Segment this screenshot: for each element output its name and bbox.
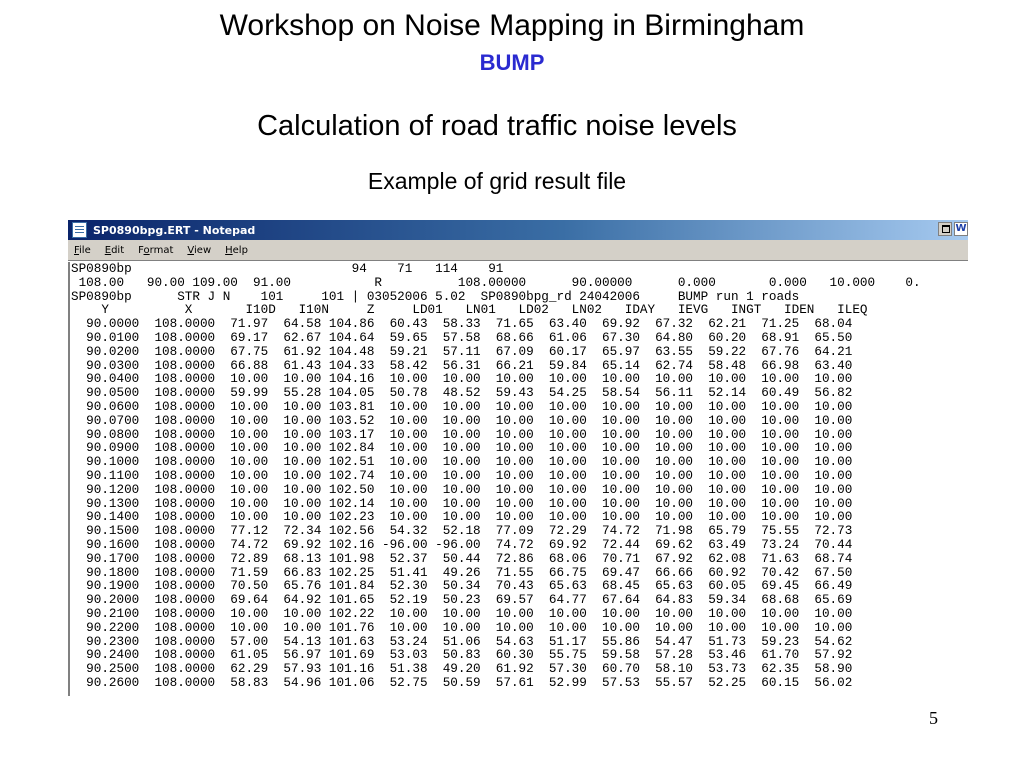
text-line: 90.1300 108.0000 10.00 10.00 102.14 10.00 10.00 10.00 10.00 10.00 10.00 10.00 10.00 10.00 [71, 495, 853, 511]
restore-icon[interactable] [938, 222, 952, 236]
text-line: 90.1200 108.0000 10.00 10.00 102.50 10.00 10.00 10.00 10.00 10.00 10.00 10.00 10.00 10.00 [71, 481, 853, 497]
menu-item-mnemonic: V [187, 244, 195, 256]
text-line: 90.1400 108.0000 10.00 10.00 102.23 10.00 10.00 10.00 10.00 10.00 10.00 10.00 10.00 10.00 [71, 509, 853, 525]
text-line: 90.1500 108.0000 77.12 72.34 102.56 54.32 52.18 77.09 72.29 74.72 71.98 65.79 75.55 72.73 [71, 523, 853, 539]
window-titlebar[interactable] [68, 220, 968, 240]
slide-title: Workshop on Noise Mapping in Birmingham [219, 9, 805, 42]
text-line: 90.2100 108.0000 10.00 10.00 102.22 10.00 10.00 10.00 10.00 10.00 10.00 10.00 10.00 10.00 [71, 605, 853, 621]
slide-subtitle: BUMP [479, 50, 545, 75]
menu-item-mnemonic: H [225, 244, 233, 256]
text-line: 90.0600 108.0000 10.00 10.00 103.81 10.00 10.00 10.00 10.00 10.00 10.00 10.00 10.00 10.00 [71, 398, 853, 414]
text-line: 90.0900 108.0000 10.00 10.00 102.84 10.00 10.00 10.00 10.00 10.00 10.00 10.00 10.00 10.00 [71, 440, 853, 456]
menu-item-label: elp [232, 244, 248, 256]
text-line: 90.1600 108.0000 74.72 69.92 102.16 -96.00 -96.00 74.72 69.92 72.44 69.62 63.49 73.24 70.44 [71, 536, 853, 552]
text-line: 90.2400 108.0000 61.05 56.97 101.69 53.03 50.83 60.30 55.75 59.58 57.28 53.46 61.70 57.92 [71, 647, 853, 663]
menu-item-label: iew [194, 244, 212, 256]
text-line: 90.0100 108.0000 69.17 62.67 104.64 59.65 57.58 68.66 61.06 67.30 64.80 60.20 68.91 65.50 [71, 329, 853, 345]
text-line: 90.0800 108.0000 10.00 10.00 103.17 10.00 10.00 10.00 10.00 10.00 10.00 10.00 10.00 10.00 [71, 426, 853, 442]
menu-item-mnemonic: o [143, 244, 150, 256]
text-line: 90.1800 108.0000 71.59 66.83 102.25 51.41 49.26 71.55 66.75 69.47 66.66 60.92 70.42 67.50 [71, 564, 853, 580]
text-line: 90.2600 108.0000 58.83 54.96 101.06 52.75 50.59 57.61 52.99 57.53 55.57 52.25 60.15 56.02 [71, 674, 853, 690]
word-icon[interactable]: W [955, 223, 967, 234]
text-line: 90.1000 108.0000 10.00 10.00 102.51 10.00 10.00 10.00 10.00 10.00 10.00 10.00 10.00 10.00 [71, 454, 853, 470]
window-title: SP0890bpg.ERT - Notepad [93, 223, 256, 237]
menu-item[interactable] [68, 245, 99, 256]
text-editor[interactable] [68, 262, 968, 696]
text-line: 90.0400 108.0000 10.00 10.00 104.16 10.00 10.00 10.00 10.00 10.00 10.00 10.00 10.00 10.00 [71, 371, 853, 387]
menu-item-pre: F [138, 244, 144, 256]
caption: Example of grid result file [367, 168, 627, 194]
menu-bar [68, 240, 968, 261]
text-line: 90.2500 108.0000 62.29 57.93 101.16 51.38 49.20 61.92 57.30 60.70 58.10 53.73 62.35 58.90 [71, 661, 853, 677]
menu-item[interactable] [99, 245, 132, 256]
titlebar-buttons [938, 222, 968, 236]
text-line: 90.0300 108.0000 66.88 61.43 104.33 58.42 56.31 66.21 59.84 65.14 62.74 58.48 66.98 63.40 [71, 357, 853, 373]
text-line: 90.2300 108.0000 57.00 54.13 101.63 53.24 51.06 54.63 51.17 55.86 54.47 51.73 59.23 54.62 [71, 633, 853, 649]
menu-item-label: rmat [149, 244, 174, 256]
text-line: Y X I10D I10N Z LD01 LN01 LD02 LN02 IDAY IEVG INGT IDEN ILEQ [71, 302, 868, 318]
text-line: 90.1900 108.0000 70.50 65.76 101.84 52.30 50.34 70.43 65.63 68.45 65.63 60.05 69.45 66.49 [71, 578, 853, 594]
text-line: 108.00 90.00 109.00 91.00 R 108.00000 90.00000 0.000 0.000 10.000 0. [71, 274, 921, 290]
text-line: 90.2000 108.0000 69.64 64.92 101.65 52.19 50.23 69.57 64.77 67.64 64.83 59.34 68.68 65.69 [71, 592, 853, 608]
text-line: 90.1700 108.0000 72.89 68.13 101.98 52.37 50.44 72.86 68.06 70.71 67.92 62.08 71.63 68.74 [71, 550, 853, 566]
menu-item[interactable] [219, 245, 256, 256]
menu-item-mnemonic: F [74, 244, 80, 256]
menu-item[interactable] [181, 245, 219, 256]
menu-item-label: ile [79, 244, 91, 256]
text-line: SP0890bp STR J N 101 101 | 03052006 5.02 SP0890bpg_rd 24042006 BUMP run 1 roads [71, 288, 800, 304]
text-line: 90.0200 108.0000 67.75 61.92 104.48 59.21 57.11 67.09 60.17 65.97 63.55 59.22 67.76 64.21 [71, 343, 853, 359]
menu-item-mnemonic: E [104, 244, 112, 256]
notepad-icon[interactable] [72, 222, 87, 238]
text-line: 90.1100 108.0000 10.00 10.00 102.74 10.00 10.00 10.00 10.00 10.00 10.00 10.00 10.00 10.00 [71, 467, 853, 483]
text-line: 90.0700 108.0000 10.00 10.00 103.52 10.00 10.00 10.00 10.00 10.00 10.00 10.00 10.00 10.00 [71, 412, 853, 428]
text-line: 90.0500 108.0000 59.99 55.28 104.05 50.78 48.52 59.43 54.25 58.54 56.11 52.14 60.49 56.82 [71, 385, 853, 401]
notepad-window [68, 220, 968, 696]
section-heading: Calculation of road traffic noise levels [257, 110, 737, 142]
text-line: 90.0000 108.0000 71.97 64.58 104.86 60.43 58.33 71.65 63.40 69.92 67.32 62.21 71.25 68.04 [71, 316, 853, 332]
text-line: 90.2200 108.0000 10.00 10.00 101.76 10.00 10.00 10.00 10.00 10.00 10.00 10.00 10.00 10.00 [71, 619, 853, 635]
menu-item-label: dit [111, 244, 125, 256]
text-line: SP0890bp 94 71 114 91 [71, 262, 504, 276]
menu-item[interactable] [132, 245, 181, 256]
page-number: 5 [929, 708, 938, 728]
